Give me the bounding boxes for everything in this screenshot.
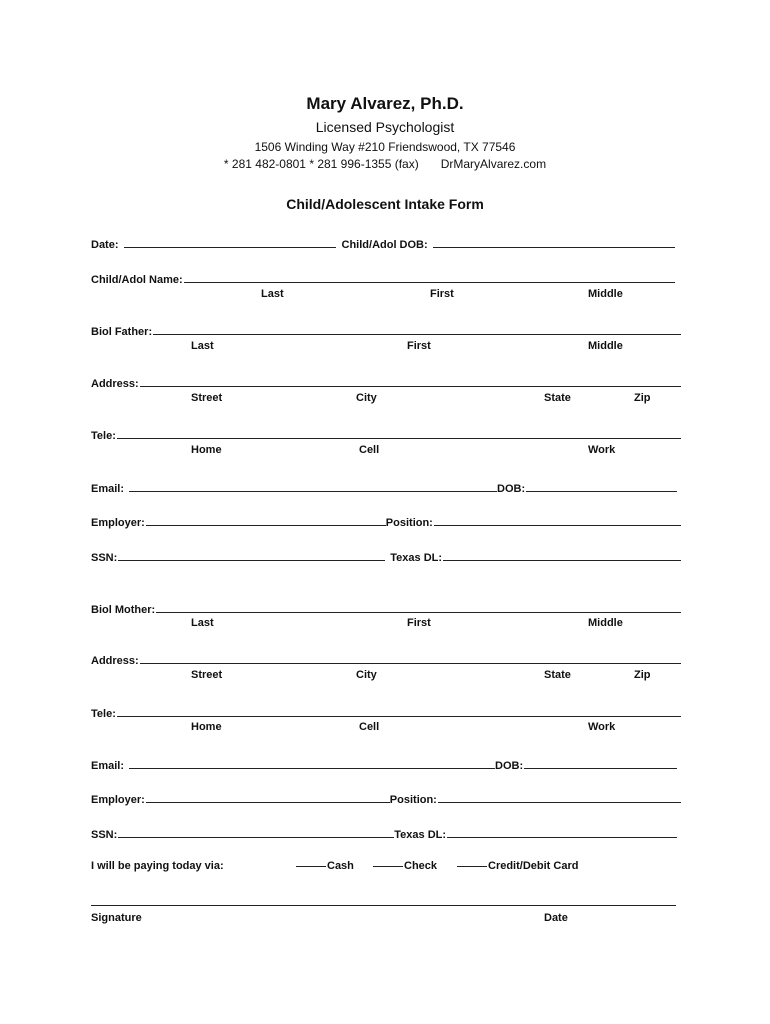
father-position-label: Position: [385,517,433,529]
mother-cell-caption: Cell [359,721,380,733]
mother-first-caption: First [407,617,431,629]
mother-tele-row [91,704,681,720]
mother-employer-field[interactable] [146,802,390,803]
father-cell-caption: Cell [359,444,380,456]
child-name-label: Child/Adol Name: [91,274,183,286]
father-email-label: Email: [91,483,125,495]
card-blank[interactable] [457,866,487,867]
practice-phones: * 281 482-0801 * 281 996-1355 (fax) [223,157,419,171]
father-ssn-row [91,548,681,564]
mother-ssn-row [91,825,681,841]
father-email-field[interactable] [129,491,497,492]
father-texas-dl-field[interactable] [443,560,681,561]
mother-employer-label: Employer: [91,794,145,806]
father-dob-field[interactable] [526,491,677,492]
mother-employer-row [91,790,681,806]
father-state-caption: State [544,392,571,404]
mother-tele-field[interactable] [117,716,681,717]
father-address-row [91,374,681,390]
mother-home-caption: Home [191,721,222,733]
child-last-caption: Last [261,288,284,300]
mother-middle-caption: Middle [588,617,623,629]
payment-row [91,860,691,876]
father-first-caption: First [407,340,431,352]
date-label: Date: [91,239,119,251]
father-dob-label: DOB: [497,483,526,495]
father-employer-label: Employer: [91,517,145,529]
mother-texas-dl-field[interactable] [447,837,677,838]
mother-email-field[interactable] [129,768,495,769]
check-blank[interactable] [373,866,403,867]
mother-address-field[interactable] [140,663,681,664]
child-name-row [91,270,681,286]
father-zip-caption: Zip [634,392,651,404]
mother-zip-caption: Zip [634,669,651,681]
father-tele-label: Tele: [91,430,116,442]
mother-street-caption: Street [191,669,223,681]
child-dob-field[interactable] [433,247,675,248]
check-label: Check [404,860,438,872]
father-work-caption: Work [588,444,616,456]
payment-cash-option[interactable] [296,860,354,872]
mother-address-label: Address: [91,655,139,667]
signature-date-label: Date [544,912,568,924]
payment-check-option[interactable] [373,860,437,872]
child-dob-label: Child/Adol DOB: [341,239,428,251]
practitioner-credential: Licensed Psychologist [315,119,455,135]
mother-ssn-field[interactable] [118,837,394,838]
child-name-field[interactable] [184,282,675,283]
father-middle-caption: Middle [588,340,623,352]
father-name-label: Biol Father: [91,326,153,338]
father-street-caption: Street [191,392,223,404]
father-address-field[interactable] [140,386,681,387]
father-home-caption: Home [191,444,222,456]
practice-website: DrMaryAlvarez.com [440,157,547,171]
father-name-field[interactable] [153,334,681,335]
mother-name-row [91,600,681,616]
mother-position-field[interactable] [438,802,681,803]
mother-ssn-label: SSN: [91,829,118,841]
mother-email-label: Email: [91,760,125,772]
mother-name-field[interactable] [156,612,681,613]
mother-state-caption: State [544,669,571,681]
father-email-row [91,479,681,495]
mother-city-caption: City [356,669,377,681]
payment-prompt: I will be paying today via: [91,860,224,872]
signature-line[interactable] [91,905,676,906]
mother-dob-field[interactable] [524,768,677,769]
cash-blank[interactable] [296,866,326,867]
father-employer-row [91,513,681,529]
mother-address-row [91,651,681,667]
father-tele-field[interactable] [117,438,681,439]
father-employer-field[interactable] [146,525,386,526]
practice-contact [0,157,770,171]
father-texas-dl-label: Texas DL: [390,552,443,564]
practitioner-name: Mary Alvarez, Ph.D. [306,94,464,113]
card-label: Credit/Debit Card [488,860,579,872]
mother-dob-label: DOB: [495,760,524,772]
cash-label: Cash [327,860,354,872]
father-ssn-label: SSN: [91,552,118,564]
mother-tele-label: Tele: [91,708,116,720]
signature-label: Signature [91,912,142,924]
mother-work-caption: Work [588,721,616,733]
mother-name-label: Biol Mother: [91,604,156,616]
child-middle-caption: Middle [588,288,623,300]
mother-position-label: Position: [389,794,437,806]
father-city-caption: City [356,392,377,404]
payment-card-option[interactable] [457,860,578,872]
practice-address: 1506 Winding Way #210 Friendswood, TX 77546 [254,140,516,154]
form-title: Child/Adolescent Intake Form [286,196,484,212]
father-last-caption: Last [191,340,214,352]
date-dob-row [91,235,681,251]
father-ssn-field[interactable] [118,560,385,561]
father-address-label: Address: [91,378,139,390]
child-first-caption: First [430,288,454,300]
mother-texas-dl-label: Texas DL: [394,829,447,841]
mother-last-caption: Last [191,617,214,629]
father-tele-row [91,426,681,442]
father-position-field[interactable] [434,525,681,526]
mother-email-row [91,756,681,772]
date-field[interactable] [124,247,336,248]
father-name-row [91,322,681,338]
